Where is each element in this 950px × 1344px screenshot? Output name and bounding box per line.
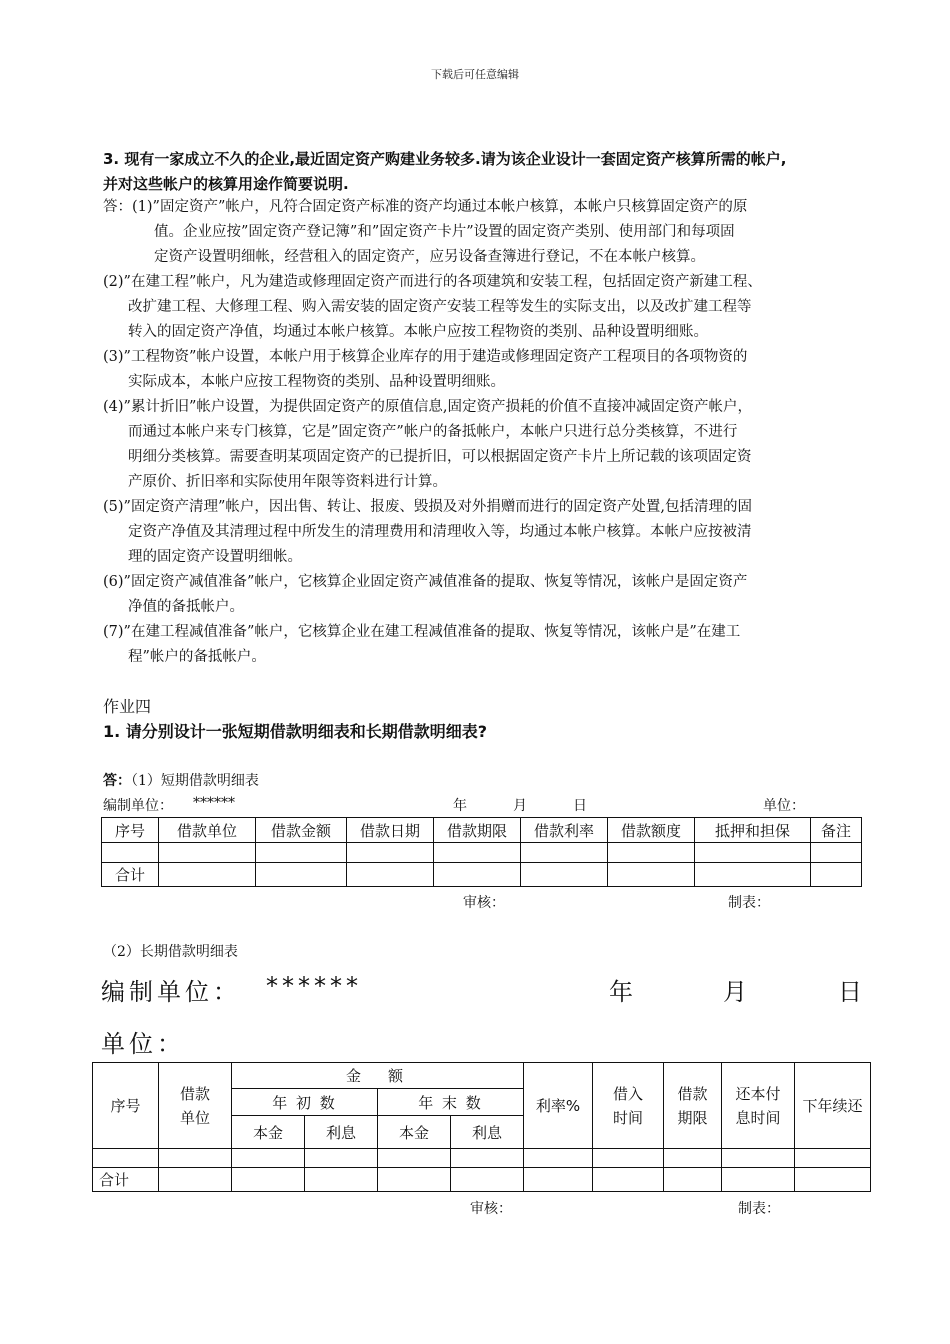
- homework-4-title: 作业四: [103, 697, 152, 716]
- short-total-label: 合计: [102, 863, 159, 887]
- long-header-unit: [159, 1063, 232, 1149]
- long-header-next: 下年续还: [795, 1063, 871, 1149]
- answer-5-line: 理的固定资产设置明细帐。: [128, 549, 302, 565]
- answer-4-line: 明细分类核算。需要查明某项固定资产的已提折旧，可以根据固定资产卡片上所记载的该项固定资: [128, 449, 752, 465]
- long-total-label: 合计: [93, 1168, 159, 1192]
- answer-6-line: (6)”固定资产减值准备”帐户，它核算企业固定资产减值准备的提取、恢复等情况，该帐户是固定资产: [103, 574, 748, 590]
- answer-1: [103, 195, 873, 270]
- answer-2-line: 改扩建工程、大修理工程、购入需安装的固定资产安装工程等发生的实际支出，以及改扩建工程等: [128, 299, 752, 315]
- long-month: 月: [723, 978, 751, 1006]
- answer-4: [103, 395, 873, 495]
- answer-4-line: (4)”累计折旧”帐户设置，为提供固定资产的原值信息,固定资产损耗的价值不直接冲减固定资产帐户，: [103, 399, 752, 415]
- long-header-repay: [722, 1063, 795, 1149]
- short-header-cell: 借款期限: [434, 818, 521, 843]
- long-header-principal: 本金: [232, 1116, 305, 1149]
- answer-2: [103, 270, 873, 345]
- short-table-title: （1）短期借款明细表: [131, 773, 259, 789]
- short-header-cell: 借款额度: [608, 818, 695, 843]
- long-header-principal: 本金: [378, 1116, 451, 1149]
- long-day: 日: [838, 978, 866, 1006]
- short-review-label: 审核：: [463, 895, 505, 911]
- answer-7-line: (7)”在建工程减值准备”帐户，它核算企业在建工程减值准备的提取、恢复等情况，该帐户是”在建工: [103, 624, 741, 640]
- long-total-row: [93, 1168, 871, 1192]
- short-unit-value: ******: [193, 795, 235, 811]
- long-header-repay-text: 还本付息时间: [735, 1084, 781, 1127]
- long-header-index: 序号: [93, 1063, 159, 1149]
- short-total-row: [102, 863, 862, 887]
- answer-6-line: 净值的备抵帐户。: [128, 599, 244, 615]
- answer-4-line: 而通过本帐户来专门核算，它是”固定资产”帐户的备抵帐户，本帐户只进行总分类核算，不进行: [128, 424, 738, 440]
- long-table-header-row: [93, 1063, 871, 1089]
- answer-7-line: 程”帐户的备抵帐户。: [128, 649, 266, 665]
- short-header-cell: 借款单位: [159, 818, 256, 843]
- answer-2-line: 转入的固定资产净值，均通过本帐户核算。本帐户应按工程物资的类别、品种设置明细账。: [128, 324, 708, 340]
- answer-6: [103, 570, 873, 620]
- short-header-cell: 借款利率: [521, 818, 608, 843]
- long-header-term: [664, 1063, 722, 1149]
- answer-1-line: 定资产设置明细帐，经营租入的固定资产，应另设备查簿进行登记，不在本帐户核算。: [154, 249, 705, 265]
- short-table-header-row: [102, 818, 862, 843]
- answer-7: [103, 620, 873, 670]
- question-3-line-1: 3. 现有一家成立不久的企业,最近固定资产购建业务较多.请为该企业设计一套固定资产核算所需的帐户,: [103, 150, 787, 168]
- long-header-interest: 利息: [451, 1116, 524, 1149]
- long-header-interest: 利息: [305, 1116, 378, 1149]
- long-header-term-text: 借款期限: [677, 1084, 708, 1127]
- answer-3-line: (3)”工程物资”帐户设置，本帐户用于核算企业库存的用于建造或修理固定资产工程项目的各项物资的: [103, 349, 748, 365]
- short-header-cell: 借款日期: [347, 818, 434, 843]
- short-day: 日: [573, 798, 587, 814]
- question-3: [103, 147, 873, 197]
- short-unit-right: 单位：: [763, 798, 805, 814]
- short-header-cell: 备注: [811, 818, 862, 843]
- long-header-begin: 年 初 数: [232, 1089, 378, 1116]
- long-header-borrow-time-text: 借入时间: [612, 1084, 643, 1127]
- answer-3: [103, 345, 873, 395]
- long-header-rate: 利率%: [524, 1063, 593, 1149]
- short-header-cell: 借款金额: [256, 818, 347, 843]
- answer-2-line: (2)”在建工程”帐户，凡为建造或修理固定资产而进行的各项建筑和安装工程，包括固定资产新建工程、: [103, 274, 762, 290]
- short-header-cell: 抵押和担保: [695, 818, 811, 843]
- long-maker-label: 制表：: [738, 1201, 780, 1217]
- question-3-line-2: 并对这些帐户的核算用途作简要说明.: [103, 175, 349, 193]
- long-header-amount: 金 额: [232, 1063, 524, 1089]
- short-year: 年: [453, 798, 467, 814]
- short-term-loan-table: [101, 817, 862, 887]
- homework-4-question: 1. 请分别设计一张短期借款明细表和长期借款明细表?: [103, 722, 488, 741]
- long-year: 年: [609, 978, 637, 1006]
- long-term-loan-table: [92, 1062, 871, 1192]
- answer-3-line: 实际成本，本帐户应按工程物资的类别、品种设置明细账。: [128, 374, 505, 390]
- long-unit-right: 单位：: [101, 1030, 185, 1058]
- short-unit-label: 编制单位：: [103, 798, 173, 814]
- long-unit-value: ******: [266, 972, 362, 1000]
- answer-5: [103, 495, 873, 570]
- short-header-cell: 序号: [102, 818, 159, 843]
- page-header: 下载后可任意编辑: [431, 68, 519, 81]
- long-table-caption: （2）长期借款明细表: [103, 944, 238, 960]
- answer-1-line: 答：(1)”固定资产”帐户，凡符合固定资产标准的资产均通过本帐户核算，本帐户只核算固定资产的原: [103, 199, 748, 215]
- answer-1-line: 值。企业应按”固定资产登记簿”和”固定资产卡片”设置的固定资产类别、使用部门和每项固: [154, 224, 735, 240]
- short-month: 月: [513, 798, 527, 814]
- short-table-caption: [103, 770, 259, 790]
- long-header-end: 年 末 数: [378, 1089, 524, 1116]
- answer-label: 答：: [103, 773, 131, 789]
- table-row: [102, 843, 862, 863]
- long-header-borrow-time: [593, 1063, 664, 1149]
- long-unit-label: 编制单位：: [101, 978, 241, 1006]
- short-maker-label: 制表：: [728, 895, 770, 911]
- answer-4-line: 产原价、折旧率和实际使用年限等资料进行计算。: [128, 474, 447, 490]
- long-header-unit-text: 借款单位: [179, 1084, 210, 1127]
- table-row: [93, 1149, 871, 1168]
- answer-5-line: (5)”固定资产清理”帐户，因出售、转让、报废、毁损及对外捐赠而进行的固定资产处置,包括清理的固: [103, 499, 752, 515]
- answer-5-line: 定资产净值及其清理过程中所发生的清理费用和清理收入等，均通过本帐户核算。本帐户应按被清: [128, 524, 752, 540]
- long-review-label: 审核：: [470, 1201, 512, 1217]
